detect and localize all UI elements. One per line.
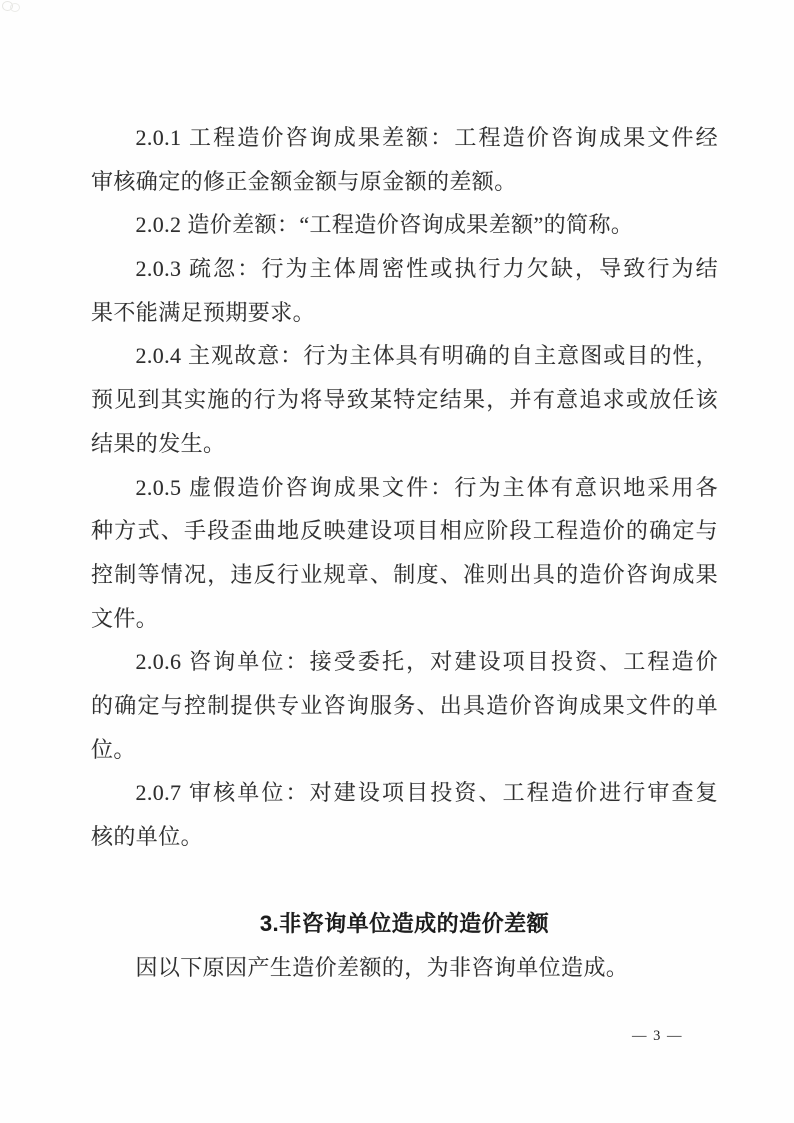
definition-line: 2.0.7 审核单位：对建设项目投资、工程造价进行审查复 [135,780,718,806]
section-heading: 3.非咨询单位造成的造价差额 [259,911,550,937]
definition-line: 控制等情况，违反行业规章、制度、准则出具的造价咨询成果 [91,561,718,587]
section-intro-line: 因以下原因产生造价差额的，为非咨询单位造成。 [135,955,629,981]
definitions-block [91,116,718,859]
definition-line: 核的单位。 [91,824,204,849]
definition-line: 的确定与控制提供专业咨询服务、出具造价咨询成果文件的单 [91,692,718,718]
scan-artifact [2,1,13,11]
page-number: — 3 — [632,1028,683,1044]
definition-line: 种方式、手段歪曲地反映建设项目相应阶段工程造价的确定与 [91,518,718,544]
definition-line: 2.0.1 工程造价咨询成果差额：工程造价咨询成果文件经 [135,125,718,150]
definition-line: 结果的发生。 [91,430,226,456]
definition-line: 2.0.3 疏忽：行为主体周密性或执行力欠缺，导致行为结 [135,256,718,282]
definition-line: 审核确定的修正金额金额与原金额的差额。 [91,168,517,194]
definition-line: 预见到其实施的行为将导致某特定结果，并有意追求或放任该 [91,387,718,413]
definition-line: 2.0.6 咨询单位：接受委托，对建设项目投资、工程造价 [135,649,718,675]
document-body [91,116,718,990]
definition-line: 位。 [91,736,136,762]
definition-line: 2.0.4 主观故意：行为主体具有明确的自主意图或目的性， [135,343,718,369]
definition-line: 2.0.2 造价差额：“工程造价咨询成果差额”的简称。 [135,212,634,238]
blank-line [91,859,718,903]
definition-line: 2.0.5 虚假造价咨询成果文件：行为主体有意识地采用各 [135,474,718,500]
definition-line: 果不能满足预期要求。 [91,299,316,325]
definition-line: 文件。 [91,605,159,631]
